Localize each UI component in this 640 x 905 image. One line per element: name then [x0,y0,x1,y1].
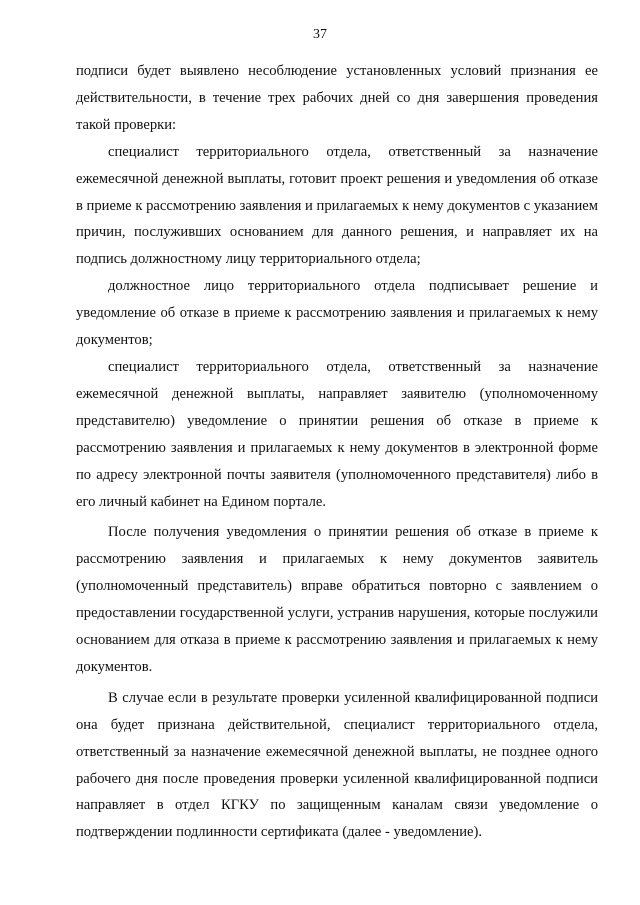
paragraph-official-signs: должностное лицо территориального отдела подписывает решение и уведомление об отказе в приеме к рассмотрению заявления и прилагаемых к нему документов; [76,278,598,349]
paragraph-continuation: подписи будет выявлено несоблюдение установленных условий признания ее действительности, в течение трех рабочих дней со дня завершения проведения такой проверки: [76,63,598,133]
paragraph-specialist-prepares-decision: специалист территориального отдела, ответственный за назначение ежемесячной денежной выплаты, готовит проект решения и уведомления об отказе в приеме к рассмотрению заявления и прилагаемых к нему документов с указанием причин, послуживших основанием для данного решения, и направляет их на подпись должностному лицу территориального отдела; [76,143,598,268]
paragraph-specialist-sends-notice: специалист территориального отдела, ответственный за назначение ежемесячной денежной выплаты, направляет заявителю (уполномоченному представителю) уведомление о принятии решения об отказе в приеме к рассмотрению заявления и прилагаемых к нему документов в электронной форме по адресу электронной почты заявителя (уполномоченного представителя) либо в его личный кабинет на Едином портале. [76,358,598,510]
page-number: 37 [313,27,327,42]
document-body [76,58,598,846]
paragraph-reapply: После получения уведомления о принятии решения об отказе в приеме к рассмотрению заявления и прилагаемых к нему документов заявитель (уполномоченный представитель) вправе обратиться повторно с заявлением о предоставлении государственной услуги, устранив нарушения, которые послужили основанием для отказа в приеме к рассмотрению заявления и прилагаемых к нему документов. [76,524,598,675]
paragraph-signature-valid: В случае если в результате проверки усиленной квалифицированной подписи она будет признана действительной, специалист территориального отдела, ответственный за назначение ежемесячной денежной выплаты, не позднее одного рабочего дня после проведения проверки усиленной квалифицированной подписи направляет в отдел КГКУ по защищенным каналам связи уведомление о подтверждении подлинности сертификата (далее - уведомление). [76,689,598,841]
